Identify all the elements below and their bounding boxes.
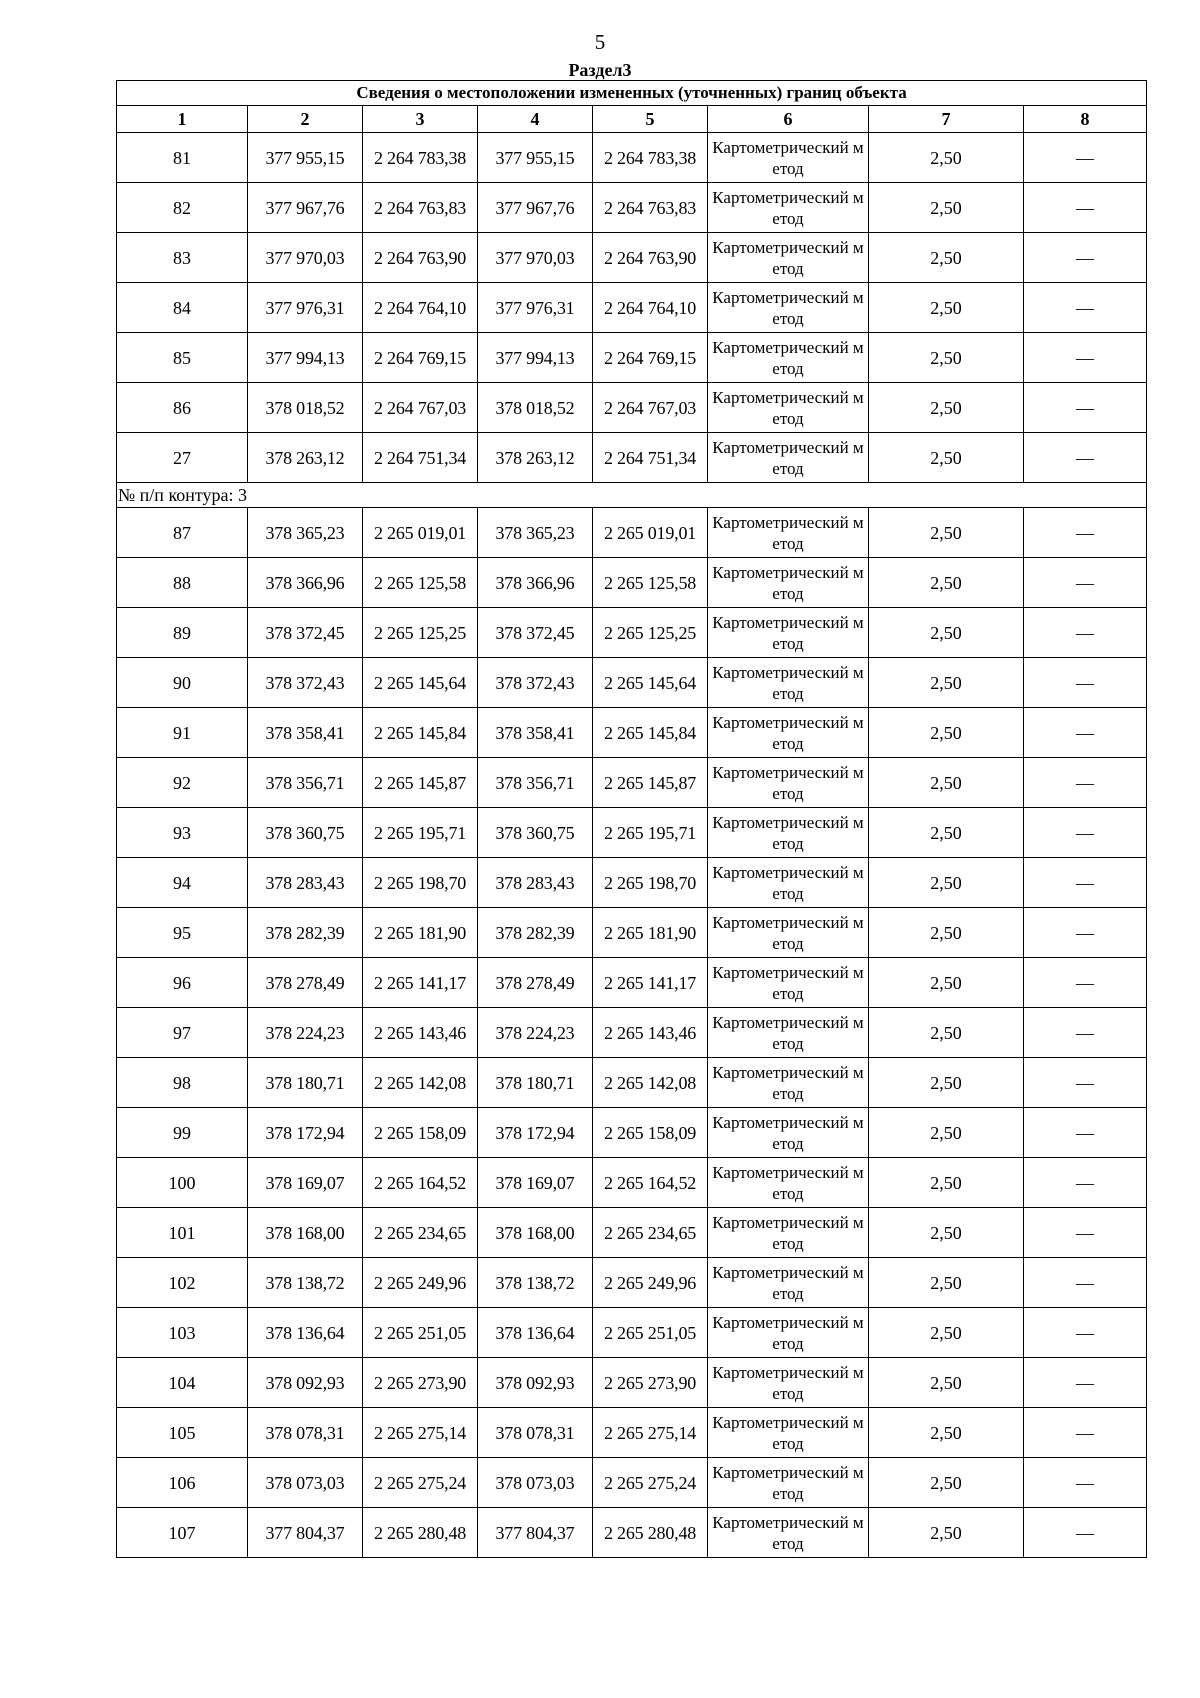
point-number-cell: 83	[117, 233, 248, 283]
y-new-cell: 2 265 195,71	[593, 808, 708, 858]
note-cell: —	[1024, 758, 1147, 808]
table-row	[117, 808, 1147, 858]
accuracy-cell: 2,50	[869, 1208, 1024, 1258]
column-header: 2	[248, 106, 363, 133]
point-number-cell: 103	[117, 1308, 248, 1358]
table-row	[117, 958, 1147, 1008]
x-existing-cell: 378 078,31	[248, 1408, 363, 1458]
accuracy-cell: 2,50	[869, 1508, 1024, 1558]
x-new-cell: 378 018,52	[478, 383, 593, 433]
accuracy-cell: 2,50	[869, 233, 1024, 283]
point-number-cell: 87	[117, 508, 248, 558]
accuracy-cell: 2,50	[869, 183, 1024, 233]
point-number-cell: 100	[117, 1158, 248, 1208]
y-existing-cell: 2 265 141,17	[363, 958, 478, 1008]
column-header: 1	[117, 106, 248, 133]
accuracy-cell: 2,50	[869, 383, 1024, 433]
point-number-cell: 93	[117, 808, 248, 858]
method-cell: Картометрический метод	[708, 1358, 869, 1408]
point-number-cell: 102	[117, 1258, 248, 1308]
x-new-cell: 378 372,45	[478, 608, 593, 658]
point-number-cell: 81	[117, 133, 248, 183]
column-header: 5	[593, 106, 708, 133]
accuracy-cell: 2,50	[869, 658, 1024, 708]
point-number-cell: 99	[117, 1108, 248, 1158]
point-number-cell: 84	[117, 283, 248, 333]
point-number-cell: 98	[117, 1058, 248, 1108]
point-number-cell: 101	[117, 1208, 248, 1258]
x-new-cell: 378 356,71	[478, 758, 593, 808]
method-cell: Картометрический метод	[708, 1458, 869, 1508]
note-cell: —	[1024, 133, 1147, 183]
x-new-cell: 378 092,93	[478, 1358, 593, 1408]
accuracy-cell: 2,50	[869, 1008, 1024, 1058]
method-cell: Картометрический метод	[708, 558, 869, 608]
table-row	[117, 1308, 1147, 1358]
x-new-cell: 378 263,12	[478, 433, 593, 483]
x-new-cell: 377 976,31	[478, 283, 593, 333]
point-number-cell: 106	[117, 1458, 248, 1508]
table-caption-row	[117, 81, 1147, 106]
y-existing-cell: 2 265 142,08	[363, 1058, 478, 1108]
method-cell: Картометрический метод	[708, 333, 869, 383]
x-new-cell: 378 136,64	[478, 1308, 593, 1358]
boundary-coordinates-table	[116, 80, 1147, 1558]
note-cell: —	[1024, 858, 1147, 908]
table-row	[117, 283, 1147, 333]
x-existing-cell: 378 169,07	[248, 1158, 363, 1208]
note-cell: —	[1024, 658, 1147, 708]
table-row	[117, 1458, 1147, 1508]
x-existing-cell: 377 967,76	[248, 183, 363, 233]
point-number-cell: 85	[117, 333, 248, 383]
point-number-cell: 97	[117, 1008, 248, 1058]
table-row	[117, 858, 1147, 908]
table-body	[117, 81, 1147, 1558]
y-new-cell: 2 264 764,10	[593, 283, 708, 333]
x-new-cell: 377 955,15	[478, 133, 593, 183]
accuracy-cell: 2,50	[869, 133, 1024, 183]
note-cell: —	[1024, 433, 1147, 483]
note-cell: —	[1024, 1108, 1147, 1158]
accuracy-cell: 2,50	[869, 1408, 1024, 1458]
accuracy-cell: 2,50	[869, 1258, 1024, 1308]
note-cell: —	[1024, 1158, 1147, 1208]
method-cell: Картометрический метод	[708, 1058, 869, 1108]
table-row	[117, 1408, 1147, 1458]
note-cell: —	[1024, 708, 1147, 758]
note-cell: —	[1024, 333, 1147, 383]
y-new-cell: 2 265 181,90	[593, 908, 708, 958]
x-new-cell: 378 372,43	[478, 658, 593, 708]
x-existing-cell: 378 372,43	[248, 658, 363, 708]
x-existing-cell: 378 138,72	[248, 1258, 363, 1308]
method-cell: Картометрический метод	[708, 958, 869, 1008]
y-existing-cell: 2 265 143,46	[363, 1008, 478, 1058]
table-caption: Сведения о местоположении измененных (уточненных) границ объекта	[117, 81, 1147, 106]
y-existing-cell: 2 265 195,71	[363, 808, 478, 858]
note-cell: —	[1024, 183, 1147, 233]
x-existing-cell: 377 994,13	[248, 333, 363, 383]
y-existing-cell: 2 264 783,38	[363, 133, 478, 183]
y-new-cell: 2 265 145,64	[593, 658, 708, 708]
column-header: 4	[478, 106, 593, 133]
x-existing-cell: 377 804,37	[248, 1508, 363, 1558]
accuracy-cell: 2,50	[869, 283, 1024, 333]
note-cell: —	[1024, 558, 1147, 608]
table-row	[117, 1158, 1147, 1208]
y-new-cell: 2 265 142,08	[593, 1058, 708, 1108]
y-new-cell: 2 265 158,09	[593, 1108, 708, 1158]
x-new-cell: 378 278,49	[478, 958, 593, 1008]
method-cell: Картометрический метод	[708, 1508, 869, 1558]
y-new-cell: 2 265 251,05	[593, 1308, 708, 1358]
accuracy-cell: 2,50	[869, 433, 1024, 483]
x-new-cell: 378 282,39	[478, 908, 593, 958]
note-cell: —	[1024, 233, 1147, 283]
note-cell: —	[1024, 283, 1147, 333]
x-new-cell: 377 970,03	[478, 233, 593, 283]
point-number-cell: 94	[117, 858, 248, 908]
table-header-row	[117, 106, 1147, 133]
x-existing-cell: 377 955,15	[248, 133, 363, 183]
point-number-cell: 91	[117, 708, 248, 758]
y-existing-cell: 2 265 019,01	[363, 508, 478, 558]
x-existing-cell: 378 224,23	[248, 1008, 363, 1058]
method-cell: Картометрический метод	[708, 658, 869, 708]
contour-label: № п/п контура: 3	[117, 483, 1147, 508]
point-number-cell: 90	[117, 658, 248, 708]
y-existing-cell: 2 265 181,90	[363, 908, 478, 958]
x-existing-cell: 378 263,12	[248, 433, 363, 483]
table-row	[117, 1108, 1147, 1158]
method-cell: Картометрический метод	[708, 708, 869, 758]
x-new-cell: 378 365,23	[478, 508, 593, 558]
accuracy-cell: 2,50	[869, 1158, 1024, 1208]
x-new-cell: 377 804,37	[478, 1508, 593, 1558]
method-cell: Картометрический метод	[708, 1308, 869, 1358]
x-new-cell: 378 360,75	[478, 808, 593, 858]
y-new-cell: 2 265 145,84	[593, 708, 708, 758]
y-existing-cell: 2 265 145,84	[363, 708, 478, 758]
accuracy-cell: 2,50	[869, 808, 1024, 858]
method-cell: Картометрический метод	[708, 133, 869, 183]
method-cell: Картометрический метод	[708, 283, 869, 333]
table-row	[117, 508, 1147, 558]
y-new-cell: 2 265 275,24	[593, 1458, 708, 1508]
y-new-cell: 2 264 769,15	[593, 333, 708, 383]
y-existing-cell: 2 265 145,87	[363, 758, 478, 808]
table-row	[117, 708, 1147, 758]
note-cell: —	[1024, 1358, 1147, 1408]
y-existing-cell: 2 265 198,70	[363, 858, 478, 908]
table-row	[117, 1508, 1147, 1558]
x-existing-cell: 378 073,03	[248, 1458, 363, 1508]
x-new-cell: 378 358,41	[478, 708, 593, 758]
table-row	[117, 558, 1147, 608]
method-cell: Картометрический метод	[708, 1258, 869, 1308]
y-new-cell: 2 264 751,34	[593, 433, 708, 483]
y-existing-cell: 2 264 763,90	[363, 233, 478, 283]
method-cell: Картометрический метод	[708, 1208, 869, 1258]
x-existing-cell: 378 365,23	[248, 508, 363, 558]
table-row	[117, 658, 1147, 708]
x-new-cell: 377 967,76	[478, 183, 593, 233]
y-existing-cell: 2 265 275,14	[363, 1408, 478, 1458]
x-existing-cell: 378 282,39	[248, 908, 363, 958]
accuracy-cell: 2,50	[869, 1358, 1024, 1408]
x-existing-cell: 378 092,93	[248, 1358, 363, 1408]
y-new-cell: 2 265 145,87	[593, 758, 708, 808]
y-new-cell: 2 265 273,90	[593, 1358, 708, 1408]
method-cell: Картометрический метод	[708, 1008, 869, 1058]
table-row	[117, 333, 1147, 383]
accuracy-cell: 2,50	[869, 1108, 1024, 1158]
method-cell: Картометрический метод	[708, 808, 869, 858]
column-header: 7	[869, 106, 1024, 133]
method-cell: Картометрический метод	[708, 758, 869, 808]
note-cell: —	[1024, 1008, 1147, 1058]
y-new-cell: 2 265 280,48	[593, 1508, 708, 1558]
x-existing-cell: 378 283,43	[248, 858, 363, 908]
y-existing-cell: 2 265 164,52	[363, 1158, 478, 1208]
method-cell: Картометрический метод	[708, 908, 869, 958]
table-row	[117, 758, 1147, 808]
note-cell: —	[1024, 1308, 1147, 1358]
y-existing-cell: 2 265 158,09	[363, 1108, 478, 1158]
y-existing-cell: 2 264 767,03	[363, 383, 478, 433]
y-new-cell: 2 264 767,03	[593, 383, 708, 433]
method-cell: Картометрический метод	[708, 1158, 869, 1208]
y-existing-cell: 2 264 763,83	[363, 183, 478, 233]
note-cell: —	[1024, 1258, 1147, 1308]
y-new-cell: 2 265 141,17	[593, 958, 708, 1008]
column-header: 8	[1024, 106, 1147, 133]
column-header: 3	[363, 106, 478, 133]
point-number-cell: 105	[117, 1408, 248, 1458]
note-cell: —	[1024, 383, 1147, 433]
contour-row	[117, 483, 1147, 508]
y-new-cell: 2 265 249,96	[593, 1258, 708, 1308]
x-existing-cell: 378 136,64	[248, 1308, 363, 1358]
x-new-cell: 378 172,94	[478, 1108, 593, 1158]
x-new-cell: 377 994,13	[478, 333, 593, 383]
point-number-cell: 96	[117, 958, 248, 1008]
x-existing-cell: 378 018,52	[248, 383, 363, 433]
y-existing-cell: 2 265 275,24	[363, 1458, 478, 1508]
point-number-cell: 88	[117, 558, 248, 608]
y-existing-cell: 2 265 251,05	[363, 1308, 478, 1358]
point-number-cell: 82	[117, 183, 248, 233]
x-new-cell: 378 138,72	[478, 1258, 593, 1308]
table-row	[117, 1208, 1147, 1258]
table-row	[117, 183, 1147, 233]
accuracy-cell: 2,50	[869, 608, 1024, 658]
table-row	[117, 1008, 1147, 1058]
method-cell: Картометрический метод	[708, 1408, 869, 1458]
y-existing-cell: 2 264 751,34	[363, 433, 478, 483]
page-number: 5	[594, 30, 606, 54]
x-existing-cell: 378 358,41	[248, 708, 363, 758]
x-new-cell: 378 078,31	[478, 1408, 593, 1458]
x-new-cell: 378 073,03	[478, 1458, 593, 1508]
accuracy-cell: 2,50	[869, 1058, 1024, 1108]
x-new-cell: 378 366,96	[478, 558, 593, 608]
point-number-cell: 86	[117, 383, 248, 433]
column-header: 6	[708, 106, 869, 133]
y-new-cell: 2 265 164,52	[593, 1158, 708, 1208]
table-row	[117, 1258, 1147, 1308]
table-row	[117, 383, 1147, 433]
note-cell: —	[1024, 1408, 1147, 1458]
y-existing-cell: 2 265 280,48	[363, 1508, 478, 1558]
point-number-cell: 27	[117, 433, 248, 483]
table-row	[117, 133, 1147, 183]
note-cell: —	[1024, 1508, 1147, 1558]
point-number-cell: 92	[117, 758, 248, 808]
note-cell: —	[1024, 1458, 1147, 1508]
accuracy-cell: 2,50	[869, 1458, 1024, 1508]
accuracy-cell: 2,50	[869, 333, 1024, 383]
y-new-cell: 2 265 198,70	[593, 858, 708, 908]
x-new-cell: 378 169,07	[478, 1158, 593, 1208]
note-cell: —	[1024, 508, 1147, 558]
accuracy-cell: 2,50	[869, 758, 1024, 808]
section-title: Раздел3	[568, 60, 632, 80]
method-cell: Картометрический метод	[708, 433, 869, 483]
note-cell: —	[1024, 808, 1147, 858]
method-cell: Картометрический метод	[708, 183, 869, 233]
point-number-cell: 104	[117, 1358, 248, 1408]
y-new-cell: 2 265 125,25	[593, 608, 708, 658]
y-existing-cell: 2 265 234,65	[363, 1208, 478, 1258]
point-number-cell: 107	[117, 1508, 248, 1558]
method-cell: Картометрический метод	[708, 508, 869, 558]
accuracy-cell: 2,50	[869, 1308, 1024, 1358]
y-new-cell: 2 265 143,46	[593, 1008, 708, 1058]
accuracy-cell: 2,50	[869, 908, 1024, 958]
method-cell: Картометрический метод	[708, 858, 869, 908]
accuracy-cell: 2,50	[869, 508, 1024, 558]
x-new-cell: 378 180,71	[478, 1058, 593, 1108]
y-new-cell: 2 265 234,65	[593, 1208, 708, 1258]
x-existing-cell: 378 278,49	[248, 958, 363, 1008]
method-cell: Картометрический метод	[708, 608, 869, 658]
accuracy-cell: 2,50	[869, 558, 1024, 608]
table-row	[117, 1358, 1147, 1408]
note-cell: —	[1024, 908, 1147, 958]
method-cell: Картометрический метод	[708, 1108, 869, 1158]
x-new-cell: 378 283,43	[478, 858, 593, 908]
x-existing-cell: 378 180,71	[248, 1058, 363, 1108]
y-new-cell: 2 264 763,83	[593, 183, 708, 233]
x-existing-cell: 378 168,00	[248, 1208, 363, 1258]
y-new-cell: 2 264 783,38	[593, 133, 708, 183]
table-row	[117, 433, 1147, 483]
y-new-cell: 2 265 275,14	[593, 1408, 708, 1458]
y-existing-cell: 2 265 145,64	[363, 658, 478, 708]
x-existing-cell: 377 976,31	[248, 283, 363, 333]
note-cell: —	[1024, 1058, 1147, 1108]
table-row	[117, 1058, 1147, 1108]
table-row	[117, 908, 1147, 958]
note-cell: —	[1024, 1208, 1147, 1258]
table-row	[117, 233, 1147, 283]
x-existing-cell: 378 372,45	[248, 608, 363, 658]
y-existing-cell: 2 264 764,10	[363, 283, 478, 333]
y-new-cell: 2 265 125,58	[593, 558, 708, 608]
x-new-cell: 378 168,00	[478, 1208, 593, 1258]
y-existing-cell: 2 264 769,15	[363, 333, 478, 383]
x-new-cell: 378 224,23	[478, 1008, 593, 1058]
y-new-cell: 2 264 763,90	[593, 233, 708, 283]
y-existing-cell: 2 265 249,96	[363, 1258, 478, 1308]
x-existing-cell: 378 366,96	[248, 558, 363, 608]
x-existing-cell: 378 172,94	[248, 1108, 363, 1158]
method-cell: Картометрический метод	[708, 233, 869, 283]
accuracy-cell: 2,50	[869, 858, 1024, 908]
note-cell: —	[1024, 608, 1147, 658]
x-existing-cell: 378 360,75	[248, 808, 363, 858]
x-existing-cell: 377 970,03	[248, 233, 363, 283]
method-cell: Картометрический метод	[708, 383, 869, 433]
y-existing-cell: 2 265 125,58	[363, 558, 478, 608]
accuracy-cell: 2,50	[869, 958, 1024, 1008]
table-row	[117, 608, 1147, 658]
point-number-cell: 95	[117, 908, 248, 958]
x-existing-cell: 378 356,71	[248, 758, 363, 808]
y-new-cell: 2 265 019,01	[593, 508, 708, 558]
y-existing-cell: 2 265 273,90	[363, 1358, 478, 1408]
point-number-cell: 89	[117, 608, 248, 658]
y-existing-cell: 2 265 125,25	[363, 608, 478, 658]
note-cell: —	[1024, 958, 1147, 1008]
accuracy-cell: 2,50	[869, 708, 1024, 758]
